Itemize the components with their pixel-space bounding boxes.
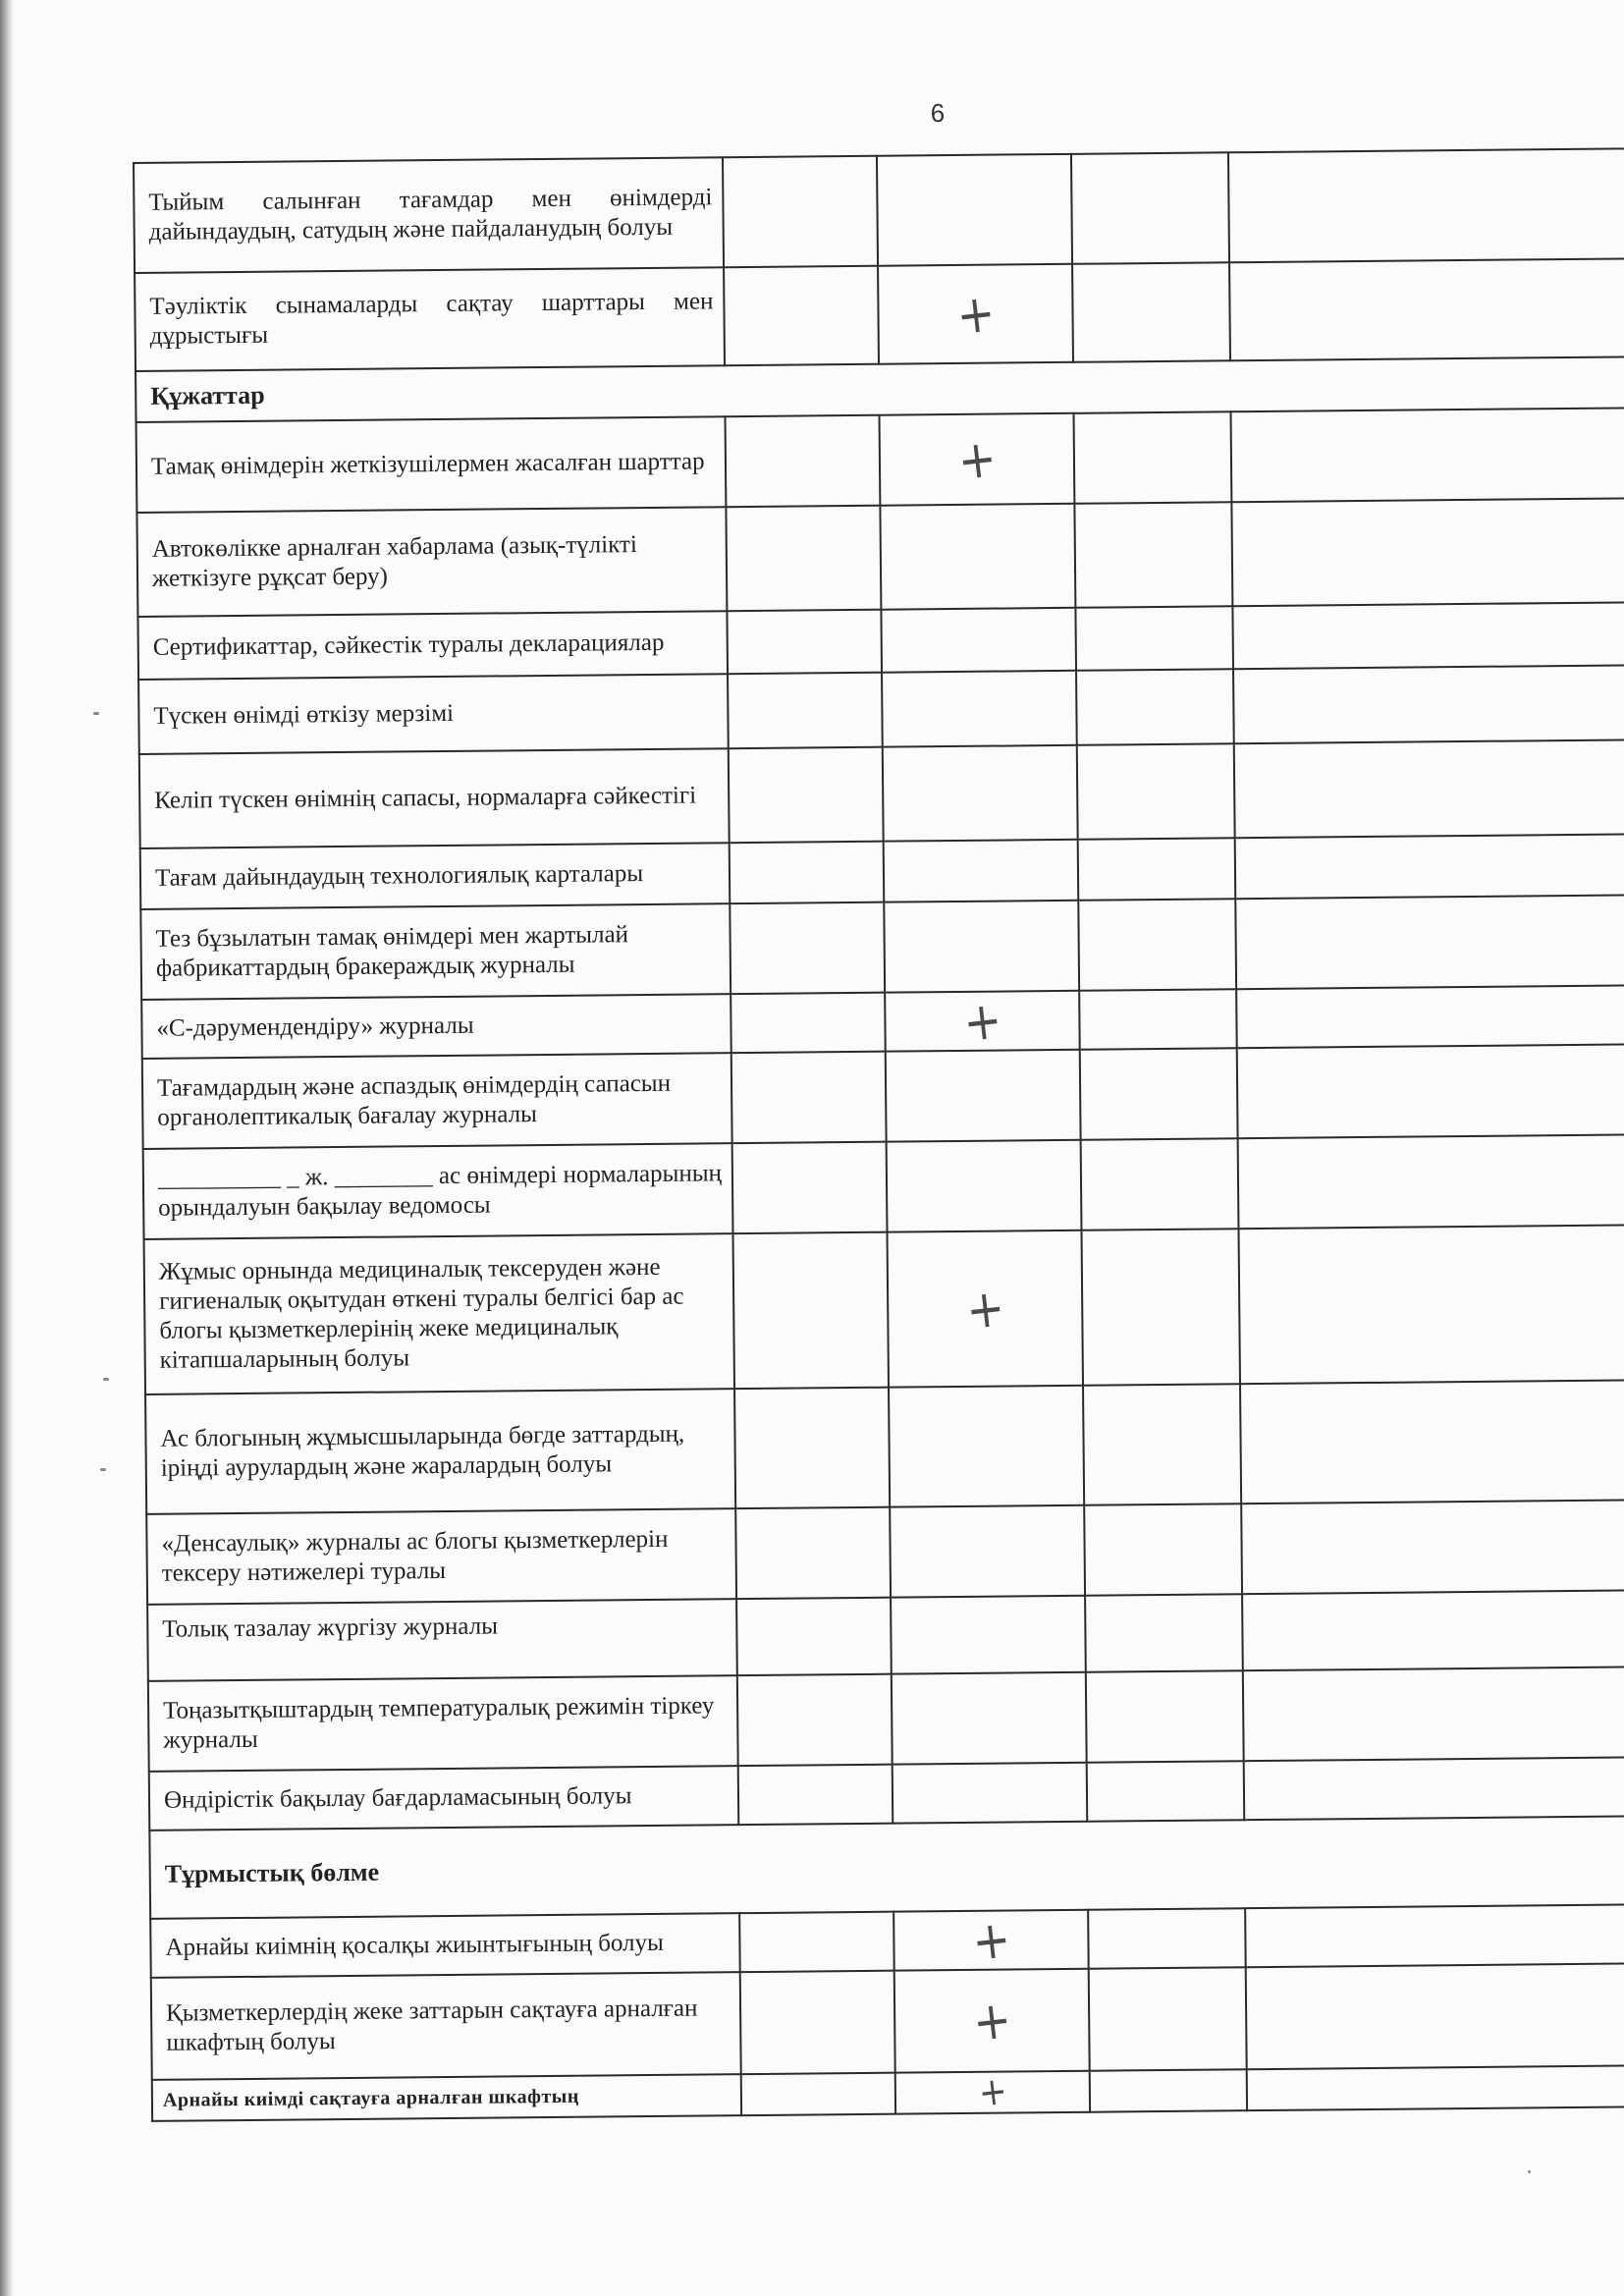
mark-cell	[893, 1907, 1089, 1973]
table-row	[146, 1500, 1624, 1605]
mark-cell	[892, 1672, 1087, 1765]
row-label: Өндірістік бақылау бағдарламасының болуы	[149, 1766, 739, 1831]
mark-cell	[878, 264, 1073, 364]
cell-empty	[1076, 669, 1234, 745]
cell-empty	[1077, 743, 1235, 840]
cell-empty	[730, 842, 885, 904]
mark-cell	[895, 2068, 1090, 2117]
checklist-table	[133, 147, 1624, 2122]
mark-cell	[886, 1050, 1081, 1142]
cell-empty	[1237, 1044, 1624, 1138]
section-row	[149, 1816, 1624, 1919]
row-label: Тоңазытқыштардың температуралық режимін тіркеу журналы	[148, 1675, 738, 1772]
cell-empty	[1088, 1908, 1246, 1969]
cell-empty	[737, 1674, 893, 1767]
mark-cell	[884, 840, 1079, 902]
table-row	[148, 1667, 1624, 1772]
page-number: 6	[930, 98, 946, 128]
cell-empty	[1241, 1500, 1624, 1594]
scan-speck	[1528, 2170, 1531, 2173]
table-row	[136, 408, 1624, 513]
row-label: Келіп түскен өнімнің сапасы, нормаларға сәйкестігі	[139, 748, 730, 848]
cell-empty	[734, 1388, 890, 1509]
row-label: Ас блогының жұмысшыларында бөгде заттардың, іріңді аурулардың және жаралардың болуы	[145, 1389, 735, 1514]
row-label: «С-дәрумендендіру» журналы	[141, 994, 731, 1059]
cell-empty	[1236, 985, 1624, 1048]
cell-empty	[739, 1912, 894, 1973]
mark-cell	[893, 1763, 1088, 1824]
cell-empty	[1081, 1229, 1240, 1386]
table-row	[151, 1963, 1624, 2080]
row-label: «Денсаулық» журналы ас блогы қызметкерлерін тексеру нәтижелері туралы	[146, 1508, 736, 1605]
cell-empty	[1234, 739, 1624, 838]
cell-empty	[740, 1971, 895, 2075]
mark-cell	[880, 504, 1075, 610]
plus-mark: +	[959, 988, 1005, 1054]
table-row	[139, 739, 1624, 848]
cell-empty	[1079, 989, 1237, 1050]
cell-empty	[723, 156, 878, 268]
cell-empty	[1083, 1384, 1241, 1505]
cell-empty	[1229, 258, 1624, 360]
mark-cell	[889, 1386, 1084, 1507]
cell-empty	[1080, 1048, 1238, 1140]
plus-mark: +	[976, 2068, 1009, 2117]
cell-empty	[1232, 602, 1624, 669]
cell-empty	[1244, 1757, 1624, 1820]
mark-cell	[882, 671, 1077, 747]
cell-empty	[1086, 1670, 1244, 1763]
cell-empty	[1243, 1667, 1624, 1761]
scan-speck	[103, 1378, 109, 1381]
cell-empty	[727, 610, 882, 675]
cell-empty	[1072, 262, 1230, 362]
cell-empty	[726, 506, 881, 612]
row-label: Тез бұзылатын тамақ өнімдері мен жартылай фабрикаттардың бракераждық журналы	[140, 903, 731, 1000]
cell-empty	[1247, 2065, 1624, 2110]
cell-empty	[1073, 411, 1231, 504]
plus-mark: +	[962, 1276, 1007, 1341]
cell-empty	[731, 1052, 887, 1144]
cell-empty	[1230, 408, 1624, 502]
mark-cell	[884, 901, 1079, 993]
mark-cell	[894, 1969, 1090, 2073]
plus-mark: +	[954, 426, 1000, 492]
mark-cell	[877, 154, 1072, 266]
table-row	[144, 1225, 1624, 1394]
cell-empty	[1089, 1967, 1247, 2071]
cell-empty	[724, 266, 879, 366]
cell-empty	[1233, 665, 1624, 743]
mark-cell	[880, 413, 1075, 506]
table-row	[147, 1590, 1624, 1681]
cell-empty	[1238, 1134, 1624, 1229]
row-label: Тағам дайындаудың технологиялық карталары	[140, 843, 731, 909]
row-label: Автокөлікке арналған хабарлама (азық-түлікті жеткізуге рұқсат беру)	[136, 507, 727, 617]
scan-speck	[100, 1468, 106, 1471]
mark-cell	[891, 1596, 1086, 1674]
cell-empty	[1081, 1138, 1239, 1230]
cell-empty	[1084, 1503, 1242, 1596]
row-label: Арнайы киімнің қосалқы жиынтығының болуы	[150, 1913, 740, 1978]
table-row	[145, 1380, 1624, 1514]
row-label: Сертификаттар, сәйкестік туралы декларациялар	[137, 611, 728, 680]
checklist-sheet	[133, 147, 1624, 2121]
mark-cell	[890, 1505, 1085, 1598]
row-label: Жұмыс орнында медициналық тексеруден және гигиеналық оқытудан өткені туралы белгісі бар ас блогы қызметкерлерінің жеке медициналық кітапшаларының болуы	[144, 1233, 734, 1394]
cell-empty	[738, 1765, 893, 1826]
mark-cell	[887, 1230, 1083, 1388]
cell-empty	[1078, 838, 1236, 901]
cell-empty	[729, 747, 884, 844]
cell-empty	[733, 1232, 890, 1389]
scan-speck	[93, 712, 99, 715]
mark-cell	[883, 745, 1078, 842]
scan-edge-shadow	[0, 0, 14, 2296]
plus-mark: +	[968, 1907, 1014, 1973]
cell-empty	[1242, 1590, 1624, 1670]
cell-empty	[741, 2073, 895, 2116]
cell-empty	[1238, 1225, 1624, 1384]
table-row	[140, 895, 1624, 1000]
cell-empty	[1246, 1963, 1624, 2069]
cell-empty	[1071, 152, 1229, 264]
row-label: Тәуліктік сынамаларды сақтау шарттары мен дұрыстығы	[135, 267, 725, 371]
cell-empty	[731, 993, 886, 1054]
table-row	[138, 665, 1624, 754]
mark-cell	[885, 988, 1080, 1054]
table-row	[143, 1134, 1624, 1239]
plus-mark: +	[952, 281, 999, 347]
table-row	[136, 498, 1624, 617]
cell-empty	[728, 673, 883, 749]
cell-empty	[1235, 895, 1624, 989]
cell-empty	[732, 1142, 888, 1234]
cell-empty	[1231, 498, 1624, 606]
cell-empty	[1078, 899, 1236, 991]
cell-empty	[1240, 1380, 1624, 1503]
cell-empty	[1228, 148, 1624, 262]
row-label: Арнайы киімді сақтауға арналған шкафтың	[152, 2074, 741, 2121]
mark-cell	[887, 1140, 1082, 1232]
cell-empty	[726, 415, 881, 508]
mark-cell	[881, 608, 1076, 673]
cell-empty	[1235, 834, 1624, 899]
row-label: __________ _ ж. ________ ас өнімдері нормаларының орындалуын бақылау ведомосы	[143, 1143, 733, 1239]
table-row	[135, 258, 1624, 371]
cell-empty	[736, 1598, 892, 1676]
row-label: Тамақ өнімдерін жеткізушілермен жасалған шарттар	[136, 416, 727, 513]
section-title: Тұрмыстық бөлме	[149, 1816, 1624, 1919]
section-title: Құжаттар	[135, 356, 1624, 422]
cell-empty	[735, 1507, 891, 1600]
cell-empty	[1075, 606, 1233, 671]
table-row	[134, 148, 1624, 273]
cell-empty	[1085, 1594, 1243, 1672]
row-label: Тыйым салынған тағамдар мен өнімдерді дайындаудың, сатудың және пайдаланудың болуы	[134, 157, 724, 273]
cell-empty	[1245, 1904, 1624, 1967]
row-label: Тағамдардың және аспаздық өнімдердің сапасын органолептикалық бағалау журналы	[142, 1053, 732, 1149]
cell-empty	[730, 902, 885, 995]
cell-empty	[1074, 502, 1232, 608]
row-label: Қызметкерлердің жеке заттарын сақтауға арналған шкафтың болуы	[151, 1972, 741, 2080]
row-label: Түскен өнімді өткізу мерзімі	[138, 674, 729, 754]
cell-empty	[1090, 2069, 1247, 2112]
plus-mark: +	[969, 1988, 1014, 2053]
table-row	[142, 1044, 1624, 1149]
cell-empty	[1087, 1761, 1245, 1822]
row-label: Толық тазалау жүргізу журналы	[147, 1599, 737, 1681]
